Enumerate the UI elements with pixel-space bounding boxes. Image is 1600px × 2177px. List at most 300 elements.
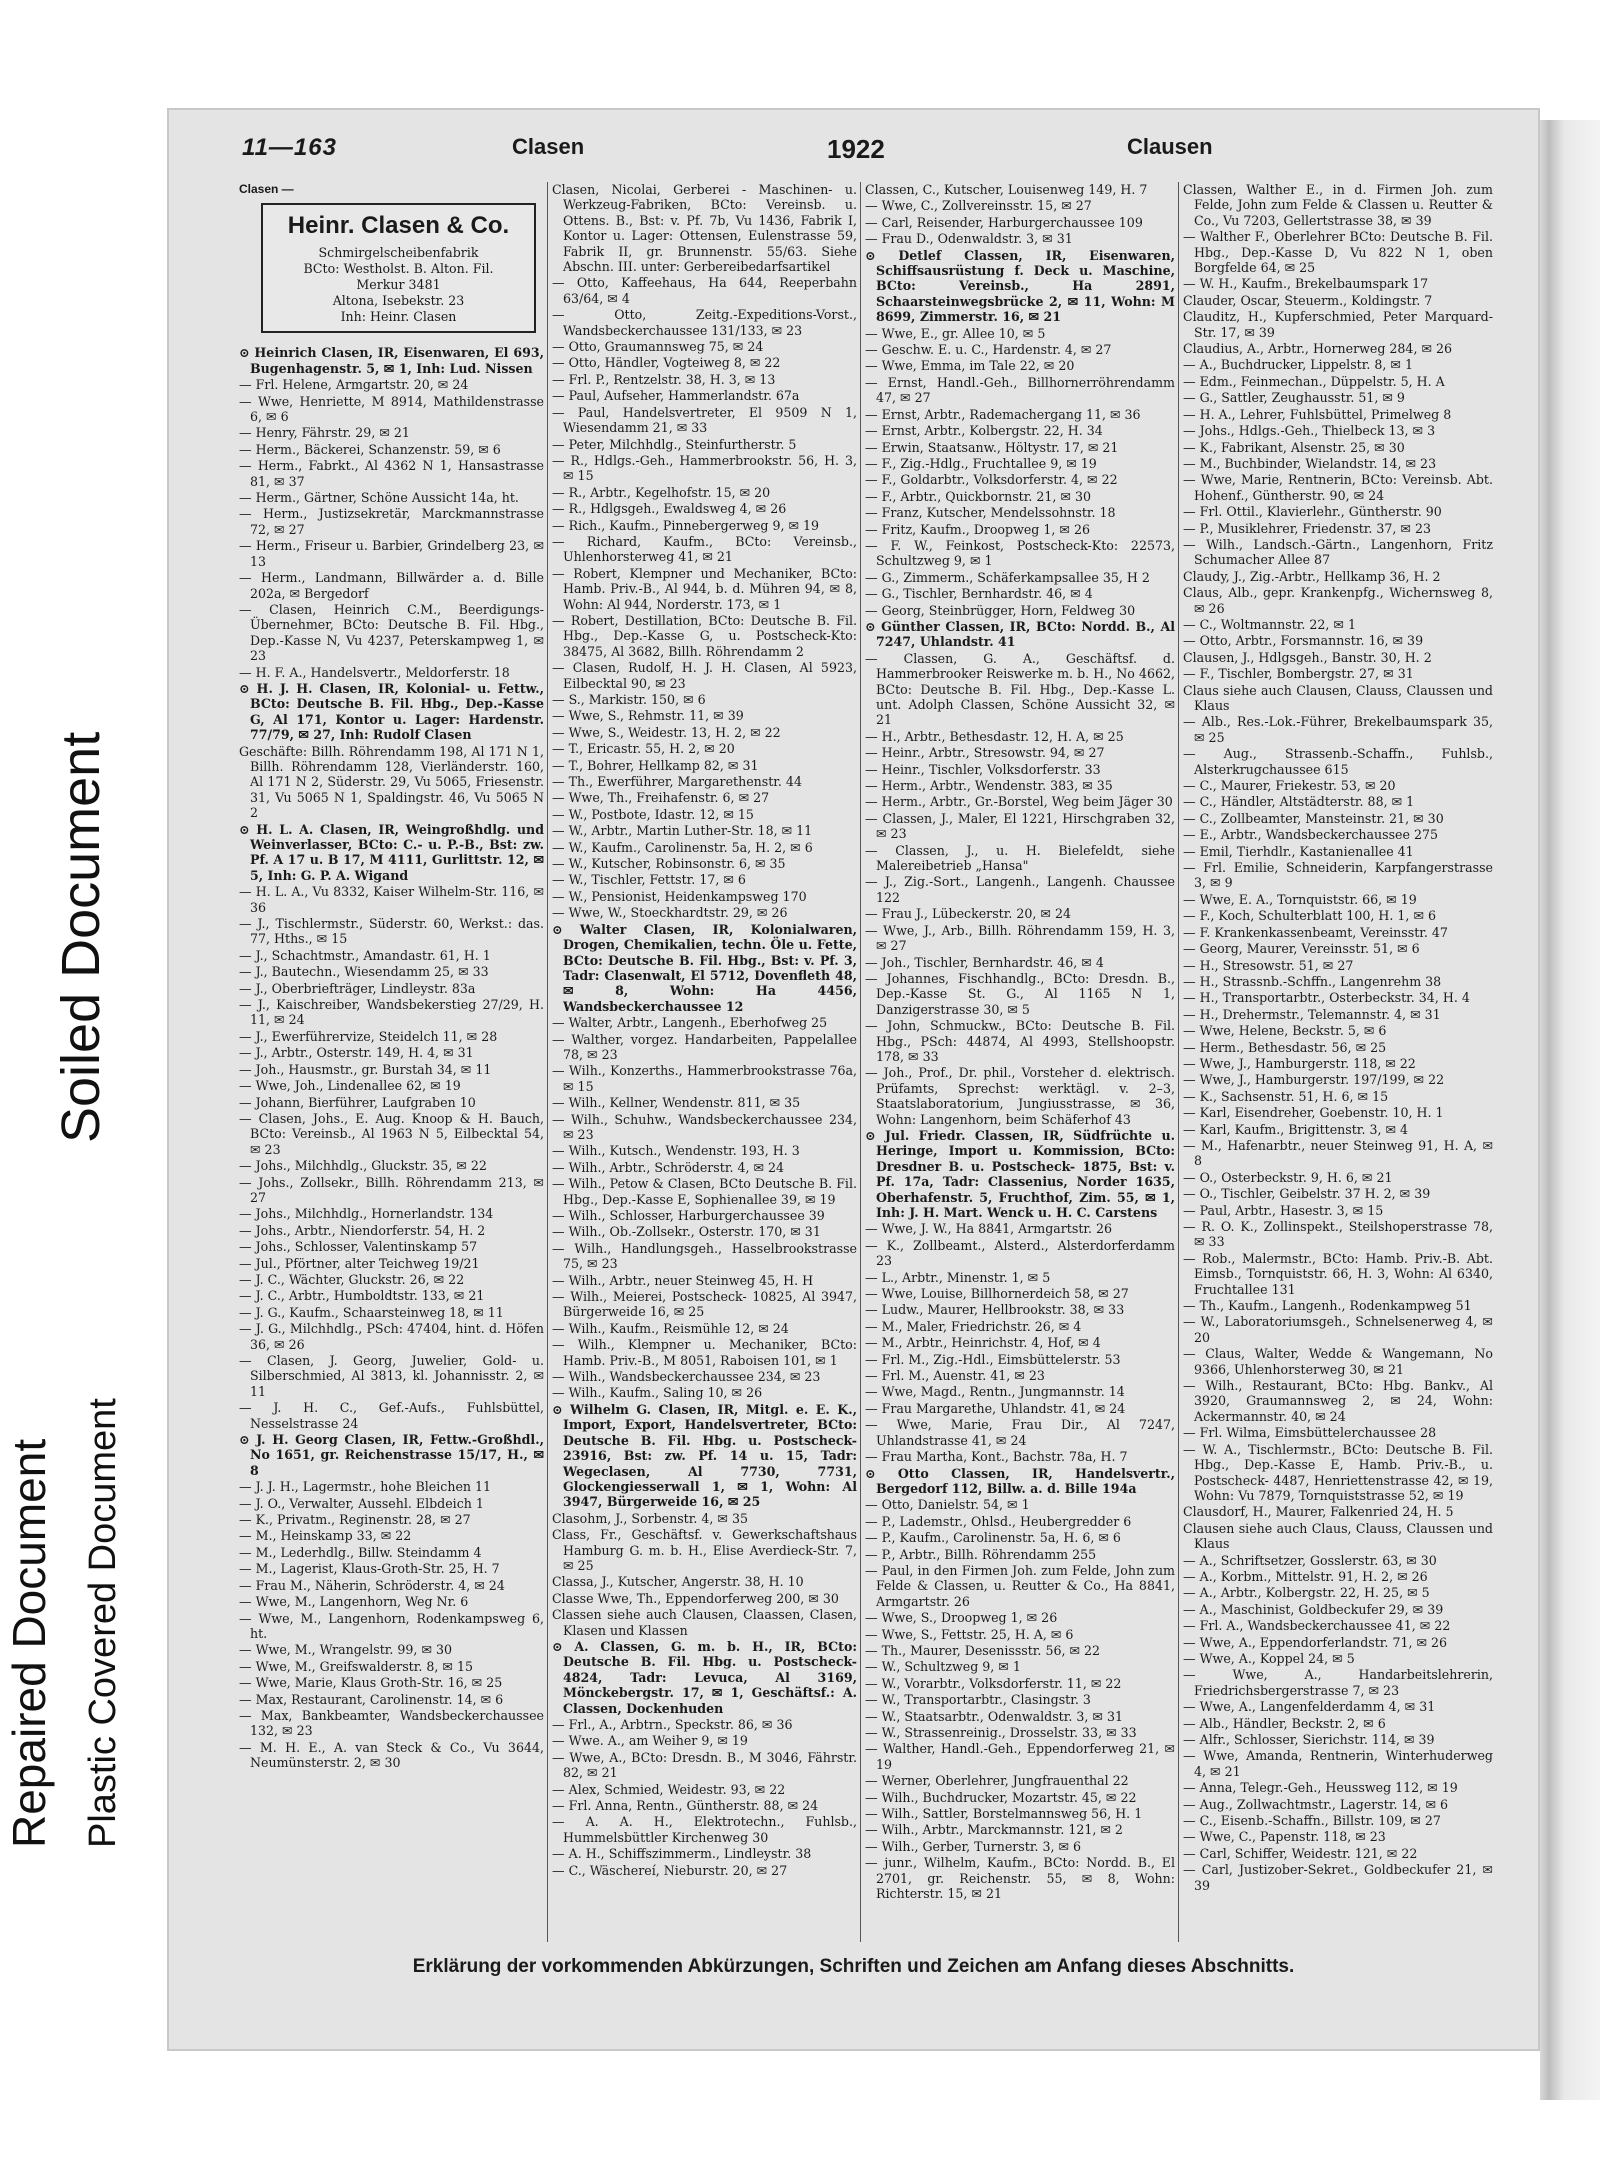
directory-entry: — Wwe, M., Langenhorn, Rodenkampsweg 6, ht. [239, 1610, 544, 1641]
directory-entry: — C., Händler, Altstädterstr. 88, ✉ 1 [1183, 794, 1415, 810]
directory-entry: — Georg, Maurer, Vereinsstr. 51, ✉ 6 [1183, 941, 1420, 957]
directory-entry: — Walther, Handl.-Geh., Eppendorferweg 21, ✉ 19 [865, 1741, 1175, 1772]
directory-entry: — W., Kutscher, Robinsonstr. 6, ✉ 35 [552, 856, 786, 872]
directory-entry: Classe Wwe, Th., Eppendorferweg 200, ✉ 30 [552, 1590, 839, 1606]
directory-entry: — Frau Margarethe, Uhlandstr. 41, ✉ 24 [865, 1400, 1126, 1416]
directory-entry: — Herm., Arbtr., Wendenstr. 383, ✉ 35 [865, 778, 1113, 794]
directory-entry: — Robert, Destillation, BCto: Deutsche B. Fil. Hbg., Dep.-Kasse G, u. Postscheck-Kto: 38475, Al 3682, Billh. Röhrendamm 2 [552, 612, 857, 659]
directory-entry: — Classen, J., u. H. Bielefeldt, siehe Malereibetrieb „Hansa" [865, 842, 1175, 874]
directory-entry: — G., Sattler, Zeughausstr. 51, ✉ 9 [1183, 390, 1405, 406]
directory-entry: — R., Arbtr., Kegelhofstr. 15, ✉ 20 [552, 484, 771, 500]
directory-entry: — A., Maschinist, Goldbeckufer 29, ✉ 39 [1183, 1601, 1444, 1617]
directory-entry: — Wilh., Buchdrucker, Mozartstr. 45, ✉ 22 [865, 1789, 1137, 1805]
directory-entry: — C., Wäschereí, Nieburstr. 20, ✉ 27 [552, 1862, 788, 1878]
directory-entry: — Heinr., Tischler, Volksdorferstr. 33 [865, 761, 1101, 777]
directory-columns [239, 182, 1529, 1942]
directory-entry: — Wwe, Marie, Frau Dir., Al 7247, Uhlandstrasse 41, ✉ 24 [865, 1417, 1175, 1448]
directory-entry: — J., Zig.-Sort., Langenh., Langenh. Chaussee 122 [865, 874, 1175, 905]
directory-entry: ⊙ Otto Classen, IR, Handelsvertr., Bergedorf 112, Billw. a. d. Bille 194a [865, 1465, 1175, 1496]
directory-entry: — junr., Wilhelm, Kaufm., BCto: Nordd. B., El 2701, gr. Reichenstr. 55, ✉ 8, Wohn: Richterstr. 15, ✉ 21 [865, 1855, 1175, 1902]
directory-entry: — Rob., Malermstr., BCto: Hamb. Priv.-B. Abt. Eimsb., Tornquiststr. 66, H. 3, Wohn: Al 6340, Fruchtallee 131 [1183, 1250, 1493, 1297]
directory-entry: — J. G., Milchhdlg., PSch: 47404, hint. d. Höfen 36, ✉ 26 [239, 1321, 544, 1352]
abbreviations-footer: Erklärung der vorkommenden Abkürzungen, Schriften und Zeichen am Anfang dieses Abschnitts. [412, 1956, 1295, 1977]
directory-entry: — J. H. C., Gef.-Aufs., Fuhlsbüttel, Nesselstrasse 24 [239, 1400, 544, 1431]
directory-entry: Clauditz, H., Kupferschmied, Peter Marquard-Str. 17, ✉ 39 [1183, 309, 1493, 340]
directory-entry: — Wilh., Kellner, Wendenstr. 811, ✉ 35 [552, 1095, 801, 1111]
directory-entry: — Frau Martha, Kont., Bachstr. 78a, H. 7 [865, 1449, 1128, 1465]
advertisement-line: Inh: Heinr. Clasen [340, 309, 457, 325]
directory-entry: — Aug., Zollwachtmstr., Lagerstr. 14, ✉ 6 [1183, 1796, 1449, 1812]
page-header [167, 134, 1540, 166]
directory-entry: — M., Hafenarbtr., neuer Steinweg 91, H. A, ✉ 8 [1183, 1137, 1493, 1169]
directory-entry: — Frau D., Odenwaldstr. 3, ✉ 31 [865, 231, 1073, 247]
column-2 [552, 182, 857, 1942]
directory-entry: — Johs., Milchhdlg., Gluckstr. 35, ✉ 22 [239, 1158, 487, 1174]
directory-entry: — Th., Ewerführer, Margarethenstr. 44 [552, 774, 802, 790]
directory-entry: — Wwe, S., Weidestr. 13, H. 2, ✉ 22 [552, 724, 781, 740]
directory-entry: — Frl. Ottil., Klavierlehr., Güntherstr. 90 [1183, 504, 1442, 520]
advertisement-title: Heinr. Clasen & Co. [287, 212, 510, 240]
directory-entry: — Wilh., Gerber, Turnerstr. 3, ✉ 6 [865, 1838, 1082, 1854]
directory-entry: — Max, Restaurant, Carolinenstr. 14, ✉ 6 [239, 1691, 504, 1707]
directory-entry: — Johs., Schlosser, Valentinskamp 57 [239, 1239, 478, 1255]
directory-entry: — C., Eisenb.-Schaffn., Billstr. 109, ✉ 27 [1183, 1813, 1441, 1829]
directory-entry: — J., Schachtmstr., Amandastr. 61, H. 1 [239, 947, 491, 963]
directory-entry: — C., Zollbeamter, Mansteinstr. 21, ✉ 30 [1183, 810, 1444, 826]
directory-entry: — H., Drehermstr., Telemannstr. 4, ✉ 31 [1183, 1006, 1441, 1022]
directory-entry: — W., Tischler, Fettstr. 17, ✉ 6 [552, 872, 746, 888]
directory-entry: Claus, Alb., gepr. Krankenpfg., Wichernsweg 8, ✉ 26 [1183, 585, 1493, 616]
directory-entry: — Wilh., Arbtr., neuer Steinweg 45, H. H [552, 1272, 814, 1288]
directory-entry: — Aug., Strassenb.-Schaffn., Fuhlsb., Alsterkrugchaussee 615 [1183, 746, 1493, 777]
column-1 [239, 182, 544, 1942]
directory-entry: — M., Lagerist, Klaus-Groth-Str. 25, H. 7 [239, 1561, 500, 1577]
directory-entry: — Otto, Arbtr., Forsmannstr. 16, ✉ 39 [1183, 633, 1424, 649]
directory-entry: — K., Privatm., Reginenstr. 28, ✉ 27 [239, 1512, 471, 1528]
directory-entry: — G., Zimmerm., Schäferkampsallee 35, H 2 [865, 569, 1150, 585]
directory-entry: — Wwe, E., gr. Allee 10, ✉ 5 [865, 325, 1046, 341]
directory-entry: — Johs., Arbtr., Niendorferstr. 54, H. 2 [239, 1222, 486, 1238]
column-divider [547, 182, 548, 1942]
directory-entry: — A., Arbtr., Kolbergstr. 22, H. 25, ✉ 5 [1183, 1585, 1430, 1601]
directory-entry: — J. C., Wächter, Gluckstr. 26, ✉ 22 [239, 1271, 465, 1287]
directory-entry: — J. O., Verwalter, Aussehl. Elbdeich 1 [239, 1495, 484, 1511]
directory-entry: — Max, Bankbeamter, Wandsbeckerchaussee 132, ✉ 23 [239, 1707, 544, 1739]
directory-entry: — Georg, Steinbrügger, Horn, Feldweg 30 [865, 602, 1136, 618]
directory-entry: — Carl, Reisender, Harburgerchaussee 109 [865, 214, 1143, 230]
directory-entry: — T., Bohrer, Hellkamp 82, ✉ 31 [552, 757, 759, 773]
directory-entry: — Wwe, Amanda, Rentnerin, Winterhuderweg 4, ✉ 21 [1183, 1748, 1493, 1779]
directory-entry: — Claus, Walter, Wedde & Wangemann, No 9366, Uhlenhorsterweg 30, ✉ 21 [1183, 1346, 1493, 1377]
directory-entry: — O., Osterbeckstr. 9, H. 6, ✉ 21 [1183, 1169, 1393, 1185]
directory-entry: — C., Maurer, Friekestr. 53, ✉ 20 [1183, 778, 1396, 794]
directory-entry: — R., Hdlgs.-Geh., Hammerbrookstr. 56, H. 3, ✉ 15 [552, 452, 857, 484]
directory-entry: — Wwe, M., Langenhorn, Weg Nr. 6 [239, 1594, 469, 1610]
directory-entry: — K., Zollbeamt., Alsterd., Alsterdorferdamm 23 [865, 1237, 1175, 1269]
directory-entry: — W., Staatsarbtr., Odenwaldstr. 3, ✉ 31 [865, 1708, 1123, 1724]
directory-entry: Clausdorf, H., Maurer, Falkenried 24, H. 5 [1183, 1504, 1454, 1520]
directory-entry: — W., Schultzweg 9, ✉ 1 [865, 1659, 1021, 1675]
directory-entry: — Paul, in den Firmen Joh. zum Felde, John zum Felde & Classen, u. Reutter & Co., Ha 8841, Armgartstr. 26 [865, 1562, 1175, 1609]
directory-entry: Clasohm, J., Sorbenstr. 4, ✉ 35 [552, 1510, 748, 1526]
directory-entry: — Peter, Milchhdlg., Steinfurtherstr. 5 [552, 436, 797, 452]
directory-entry: ⊙ J. H. Georg Clasen, IR, Fettw.-Großhdl., No 1651, gr. Reichenstrasse 15/17, H., ✉ 8 [239, 1432, 544, 1478]
directory-entry: — Ernst, Arbtr., Kolbergstr. 22, H. 34 [865, 423, 1103, 439]
directory-entry: — W., Vorarbtr., Volksdorferstr. 11, ✉ 22 [865, 1675, 1122, 1691]
directory-entry: — Fritz, Kaufm., Droopweg 1, ✉ 26 [865, 521, 1090, 537]
directory-entry: — Wilh., Wandsbeckerchaussee 234, ✉ 23 [552, 1369, 821, 1385]
directory-entry: — Th., Maurer, Desenissstr. 56, ✉ 22 [865, 1642, 1101, 1658]
directory-entry: — Wilh., Arbtr., Schröderstr. 4, ✉ 24 [552, 1159, 785, 1175]
directory-entry: — J., Oberbriefträger, Lindleystr. 83a [239, 980, 476, 996]
directory-entry: — Jul., Pförtner, alter Teichweg 19/21 [239, 1255, 480, 1271]
directory-entry: — A., Korbm., Mittelstr. 91, H. 2, ✉ 26 [1183, 1568, 1428, 1584]
directory-entry: — A., Buchdrucker, Lippelstr. 8, ✉ 1 [1183, 357, 1413, 373]
directory-entry: — Frl. Wilma, Eimsbüttelerchaussee 28 [1183, 1425, 1437, 1441]
directory-entry: — Wwe, C., Zollvereinsstr. 15, ✉ 27 [865, 198, 1092, 214]
directory-entry: — F., Koch, Schulterblatt 100, H. 1, ✉ 6 [1183, 908, 1437, 924]
directory-entry: — A. H., Schiffszimmerm., Lindleystr. 38 [552, 1846, 812, 1862]
directory-entry: — Wwe, J., Arb., Billh. Röhrendamm 159, H. 3, ✉ 27 [865, 922, 1175, 954]
directory-entry: ⊙ Jul. Friedr. Classen, IR, Südfrüchte u. Heringe, Import u. Kommission, BCto: Dresdner B. u. Postscheck- 1875, Bst: v. Pf. 17a, Tadr: Classenius, Norder 1635, Oberhafenstr. 5, Fruchthof, Zim. 55, ✉ 1, Inh: J. H. Mart. Wenck u. H. C. Carstens [865, 1127, 1175, 1220]
advertisement-line: Schmirgelscheibenfabrik [318, 245, 479, 261]
header-year: 1922 [827, 134, 885, 164]
directory-entry: — W. H., Kaufm., Brekelbaumspark 17 [1183, 276, 1429, 292]
directory-entry: — W., Kaufm., Carolinenstr. 5a, H. 2, ✉ 6 [552, 839, 813, 855]
directory-entry: — Otto, Graumannsweg 75, ✉ 24 [552, 339, 764, 355]
directory-entry: — H., Arbtr., Bethesdastr. 12, H. A, ✉ 25 [865, 728, 1124, 744]
directory-entry: — Herm., Friseur u. Barbier, Grindelberg 23, ✉ 13 [239, 538, 544, 569]
header-left-word: Clasen [512, 134, 585, 159]
directory-entry: — Wilh., Schuhw., Wandsbeckerchaussee 234, ✉ 23 [552, 1111, 857, 1142]
directory-entry: — A., Schriftsetzer, Gosslerstr. 63, ✉ 30 [1183, 1552, 1437, 1568]
directory-entry: — Wilh., Restaurant, BCto: Hbg. Bankv., Al 3920, Graumannsweg 2, ✉ 24, Wohn: Ackermannstr. 40, ✉ 24 [1183, 1378, 1493, 1424]
directory-entry: — Wwe, Marie, Rentnerin, BCto: Vereinsb. Abt. Hohenf., Güntherstr. 90, ✉ 24 [1183, 472, 1493, 503]
directory-entry: — Otto, Zeitg.-Expeditions-Vorst., Wandsbeckerchaussee 131/133, ✉ 23 [552, 307, 857, 338]
advertisement-line: Altona, Isebekstr. 23 [332, 293, 465, 309]
directory-entry: — J. G., Kaufm., Schaarsteinweg 18, ✉ 11 [239, 1304, 504, 1320]
directory-entry: — Johs., Hdlgs.-Geh., Thielbeck 13, ✉ 3 [1183, 423, 1436, 439]
column-1-heading: Clasen — [239, 182, 294, 196]
column-3 [865, 182, 1175, 1942]
directory-entry: — F., Goldarbtr., Volksdorferstr. 4, ✉ 22 [865, 472, 1118, 488]
directory-entry: Clasen, Nicolai, Gerberei - Maschinen- u. Werkzeug-Fabriken, BCto: Vereinsb. u. Ottens. B., Bst: v. Pf. 7b, Vu 1436, Fabrik I, Kontor u. Lager: Ottensen, Eulenstrasse 59, Fabrik II, gr. Brunnenstr. 55/63. Siehe Abschn. III. unter: Gerbereibedarfsartikel [552, 182, 857, 275]
directory-entry: — Geschw. E. u. C., Hardenstr. 4, ✉ 27 [865, 342, 1112, 358]
directory-entry: — Wwe, A., Handarbeitslehrerin, Friedrichsbergerstrasse 7, ✉ 23 [1183, 1667, 1493, 1698]
directory-entry: — Herm., Bethesdastr. 56, ✉ 25 [1183, 1039, 1387, 1055]
directory-entry: — J., Ewerführervize, Steidelch 11, ✉ 28 [239, 1028, 498, 1044]
directory-entry: — Joh., Tischler, Bernhardstr. 46, ✉ 4 [865, 954, 1104, 970]
directory-entry: — Rich., Kaufm., Pinnebergerweg 9, ✉ 19 [552, 517, 820, 533]
directory-entry: — F., Zig.-Hdlg., Fruchtallee 9, ✉ 19 [865, 455, 1097, 471]
directory-entry: — Frl. M., Auenstr. 41, ✉ 23 [865, 1368, 1045, 1384]
directory-entry: — S., Markistr. 150, ✉ 6 [552, 692, 706, 707]
directory-entry: ⊙ H. L. A. Clasen, IR, Weingroßhdlg. und Weinverlasser, BCto: C.- u. P.-B., Bst: zw. Pf. A 17 u. B 17, M 4111, Gurlittstr. 12, ✉ 5, Inh: G. P. A. Wigand [239, 821, 544, 883]
directory-entry: — Wwe, A., Eppendorferlandstr. 71, ✉ 26 [1183, 1634, 1448, 1650]
directory-entry: — Erwin, Staatsanw., Höltystr. 17, ✉ 21 [865, 439, 1119, 455]
directory-entry: — Herm., Arbtr., Gr.-Borstel, Weg beim Jäger 30 [865, 794, 1173, 810]
advertisement-line: BCto: Westholst. B. Alton. Fil. [303, 261, 494, 277]
directory-entry: — Ludw., Maurer, Hellbrookstr. 38, ✉ 33 [865, 1302, 1125, 1318]
directory-entry: Clausen, J., Hdlgsgeh., Banstr. 30, H. 2 [1183, 649, 1432, 665]
directory-entry: — Ernst, Arbtr., Rademachergang 11, ✉ 36 [865, 406, 1141, 422]
directory-entry: — Classen, G. A., Geschäftsf. d. Hammerbrooker Reiswerke m. b. H., No 4662, BCto: Deutsche B. Fil. Hbg., Dep.-Kasse L. unt. Adolph Classen, Schöne Aussicht 32, ✉ 21 [865, 650, 1175, 728]
advertisement-box [261, 203, 536, 333]
directory-entry: — Franz, Kutscher, Mendelssohnstr. 18 [865, 505, 1116, 521]
directory-entry: — Wwe, Th., Freihafenstr. 6, ✉ 27 [552, 790, 770, 806]
directory-entry: — H., Transportarbtr., Osterbeckstr. 34, H. 4 [1183, 990, 1470, 1006]
directory-entry: — Frl. Helene, Armgartstr. 20, ✉ 24 [239, 377, 469, 393]
directory-entry: — Ernst, Handl.-Geh., Billhornerröhrendamm 47, ✉ 27 [865, 374, 1175, 406]
directory-entry: ⊙ Heinrich Clasen, IR, Eisenwaren, El 693, Bugenhagenstr. 5, ✉ 1, Inh: Lud. Nissen [239, 345, 544, 376]
directory-entry: — P., Musiklehrer, Friedenstr. 37, ✉ 23 [1183, 520, 1432, 536]
directory-entry: — M., Heinskamp 33, ✉ 22 [239, 1528, 412, 1544]
directory-entry: — Wwe, A., BCto: Dresdn. B., M 3046, Fährstr. 82, ✉ 21 [552, 1749, 857, 1781]
directory-entry: — Otto, Kaffeehaus, Ha 644, Reeperbahn 63/64, ✉ 4 [552, 275, 857, 306]
directory-entry: — R., Hdlgsgeh., Ewaldsweg 4, ✉ 26 [552, 501, 787, 517]
directory-entry: ⊙ Detlef Classen, IR, Eisenwaren, Schiffsausrüstung f. Deck u. Maschine, BCto: Vereinsb., Ha 2891, Schaarsteinwegsbrücke 2, ✉ 11, Wohn: M 8699, Zimmerstr. 16, ✉ 21 [865, 247, 1175, 325]
directory-entry: — Henry, Fährstr. 29, ✉ 21 [239, 425, 410, 441]
directory-entry: — Clasen, Heinrich C.M., Beerdigungs-Übernehmer, BCto: Deutsche B. Fil. Hbg., Dep.-Kasse N, Vu 4237, Peterskampweg 1, ✉ 23 [239, 601, 544, 664]
directory-entry: — M., Buchbinder, Wielandstr. 14, ✉ 23 [1183, 455, 1437, 471]
directory-entry: — Th., Kaufm., Langenh., Rodenkampweg 51 [1183, 1298, 1472, 1314]
soiled-document-label: Soiled Document [51, 731, 111, 1143]
directory-entry: — J. J. H., Lagermstr., hohe Bleichen 11 [239, 1479, 492, 1495]
column-2-entries [552, 182, 857, 1878]
directory-entry: — Heinr., Arbtr., Stresowstr. 94, ✉ 27 [865, 745, 1105, 761]
directory-entry: — Otto, Händler, Vogteiweg 8, ✉ 22 [552, 355, 781, 371]
column-divider [1178, 182, 1179, 1942]
directory-entry: — Anna, Telegr.-Geh., Heussweg 112, ✉ 19 [1183, 1780, 1458, 1796]
directory-entry: ⊙ Günther Classen, IR, BCto: Nordd. B., Al 7247, Uhlandstr. 41 [865, 618, 1175, 650]
directory-entry: — Joh., Hausmstr., gr. Burstah 34, ✉ 11 [239, 1061, 492, 1077]
directory-entry: — Joh., Prof., Dr. phil., Vorsteher d. elektrisch. Prüfamts, Sprechst: werktägl. v. 2–3, Staatslaboratorium, Jungiusstrasse, ✉ 36, Wohn: Langenhorn, beim Schäferhof 43 [865, 1065, 1175, 1127]
directory-entry: Claus siehe auch Clausen, Clauss, Claussen und Klaus [1183, 682, 1493, 713]
directory-entry: — Wwe, S., Fettstr. 25, H. A, ✉ 6 [865, 1626, 1074, 1642]
directory-entry: — Wwe. A., am Weiher 9, ✉ 19 [552, 1733, 748, 1749]
directory-entry: — G., Tischler, Bernhardstr. 46, ✉ 4 [865, 586, 1093, 602]
directory-entry: — K., Fabrikant, Alsenstr. 25, ✉ 30 [1183, 439, 1405, 455]
repaired-document-label: Repaired Document [3, 1438, 55, 1848]
directory-entry: — Edm., Feinmechan., Düppelstr. 5, H. A [1183, 373, 1445, 389]
directory-entry: — W., Postbote, Idastr. 12, ✉ 15 [552, 806, 754, 822]
directory-entry: Claudy, J., Zig.-Arbtr., Hellkamp 36, H. 2 [1183, 568, 1441, 584]
directory-entry: — Frl. M., Zig.-Hdl., Eimsbüttelerstr. 53 [865, 1351, 1121, 1367]
directory-entry: — K., Sachsenstr. 51, H. 6, ✉ 15 [1183, 1088, 1389, 1104]
directory-entry: — Frl. Anna, Rentn., Güntherstr. 88, ✉ 24 [552, 1798, 819, 1814]
directory-entry: — Wwe, M., Greifswalderstr. 8, ✉ 15 [239, 1658, 473, 1674]
directory-entry: Classen siehe auch Clausen, Claassen, Clasen, Klasen und Klassen [552, 1607, 857, 1638]
directory-entry: — Wilh., Petow & Clasen, BCto Deutsche B. Fil. Hbg., Dep.-Kasse E, Sophienallee 39, ✉ 19 [552, 1176, 857, 1207]
directory-entry: — Paul, Arbtr., Hasestr. 3, ✉ 15 [1183, 1202, 1384, 1218]
header-right-word: Clausen [1127, 134, 1213, 159]
directory-entry: — F. Krankenkassenbeamt, Vereinsstr. 47 [1183, 924, 1448, 940]
directory-entry: — W., Pensionist, Heidenkampsweg 170 [552, 888, 807, 904]
directory-entry: ⊙ A. Classen, G. m. b. H., IR, BCto: Deutsche B. Fil. Hbg. u. Postscheck- 4824, Tadr: Levuca, Al 3169, Mönckebergstr. 17, ✉ 1, Geschäftsf.: A. Classen, Dockenhuden [552, 1638, 857, 1716]
directory-entry: — Alb., Händler, Beckstr. 2, ✉ 6 [1183, 1715, 1386, 1731]
directory-entry: — W., Transportarbtr., Clasingstr. 3 [865, 1692, 1091, 1708]
directory-entry: — Herm., Justizsekretär, Marckmannstrasse 72, ✉ 27 [239, 506, 544, 537]
directory-entry: — M. H. E., A. van Steck & Co., Vu 3644, Neumünsterstr. 2, ✉ 30 [239, 1739, 544, 1771]
column-4-entries [1183, 182, 1493, 1893]
directory-entry: — Herm., Landmann, Billwärder a. d. Bille 202a, ✉ Bergedorf [239, 570, 544, 601]
directory-entry: — H., Strassnb.-Schffn., Langenrehm 38 [1183, 973, 1442, 989]
column-4 [1183, 182, 1493, 1942]
plastic-covered-label: Plastic Covered Document [82, 1398, 124, 1848]
directory-entry: — Frau J., Lübeckerstr. 20, ✉ 24 [865, 906, 1071, 922]
directory-entry: — Wilh., Ob.-Zollsekr., Osterstr. 170, ✉ 31 [552, 1224, 821, 1240]
directory-entry: — Clasen, Johs., E. Aug. Knoop & H. Bauch, BCto: Vereinsb., Al 1963 N 5, Eilbecktal 54, ✉ 23 [239, 1110, 544, 1157]
directory-entry: — Frl. A., Wandsbeckerchaussee 41, ✉ 22 [1183, 1618, 1451, 1634]
directory-entry: — R. O. K., Zollinspekt., Steilshoperstrasse 78, ✉ 33 [1183, 1219, 1493, 1250]
directory-entry: — P., Lademstr., Ohlsd., Heubergredder 6 [865, 1513, 1132, 1529]
directory-entry: — Walther F., Oberlehrer BCto: Deutsche B. Fil. Hbg., Dep.-Kasse D, Vu 822 N 1, oben Borgfelde 64, ✉ 25 [1183, 229, 1493, 276]
directory-entry: Classen, Walther E., in d. Firmen Joh. zum Felde, John zum Felde & Classen u. Reutter & Co., Vu 7203, Gellertstrasse 38, ✉ 39 [1183, 182, 1493, 228]
directory-entry: — Paul, Aufseher, Hammerlandstr. 67a [552, 388, 800, 404]
directory-entry: — H. A., Lehrer, Fuhlsbüttel, Primelweg 8 [1183, 406, 1452, 422]
directory-entry: — Richard, Kaufm., BCto: Vereinsb., Uhlenhorsterweg 41, ✉ 21 [552, 533, 857, 565]
directory-entry: Clausen siehe auch Claus, Clauss, Claussen und Klaus [1183, 1520, 1493, 1552]
directory-entry: — Wilh., Schlosser, Harburgerchaussee 39 [552, 1208, 825, 1223]
directory-entry: — Walter, Arbtr., Langenh., Eberhofweg 25 [552, 1015, 828, 1031]
column-3-entries [865, 182, 1175, 1901]
directory-entry: — Otto, Danielstr. 54, ✉ 1 [865, 1497, 1030, 1513]
directory-entry: — M., Arbtr., Heinrichstr. 4, Hof, ✉ 4 [865, 1335, 1101, 1351]
directory-entry: Clauder, Oscar, Steuerm., Koldingstr. 7 [1183, 292, 1433, 308]
directory-entry: Geschäfte: Billh. Röhrendamm 198, Al 171 N 1, Billh. Röhrendamm 128, Vierländerstr. 160, Al 171 N 2, Süderstr. 29, Vu 5065, Friesenstr. 31, Vu 5065 N 1, Spaldingstr. 46, Vu 5065 N 2 [239, 743, 544, 821]
directory-entry: ⊙ H. J. H. Clasen, IR, Kolonial- u. Fettw., BCto: Deutsche B. Fil. Hbg., Dep.-Kasse G, Al 171, Kontor u. Lager: Hardenstr. 77/79, ✉ 27, Inh: Rudolf Clasen [239, 680, 544, 743]
directory-entry: — John, Schmuckw., BCto: Deutsche B. Fil. Hbg., PSch: 44874, Al 4993, Stellshoopstr. 178, ✉ 33 [865, 1018, 1175, 1064]
directory-entry: — Karl, Kaufm., Brigittenstr. 3, ✉ 4 [1183, 1121, 1409, 1137]
directory-entry: — Wwe, A., Koppel 24, ✉ 5 [1183, 1650, 1355, 1666]
directory-entry: — J., Tischlermstr., Süderstr. 60, Werkst.: das. 77, Hths., ✉ 15 [239, 916, 544, 947]
directory-entry: — Wilh., Kutsch., Wendenstr. 193, H. 3 [552, 1143, 800, 1159]
directory-entry: — Wilh., Landsch.-Gärtn., Langenhorn, Fritz Schumacher Allee 87 [1183, 536, 1493, 568]
directory-entry: — F., Tischler, Bombergstr. 27, ✉ 31 [1183, 666, 1414, 682]
directory-entry: — J., Arbtr., Osterstr. 149, H. 4, ✉ 31 [239, 1045, 474, 1061]
directory-entry: — Clasen, J. Georg, Juwelier, Gold- u. Silberschmied, Al 3813, kl. Johannisstr. 2, ✉ 11 [239, 1353, 544, 1399]
directory-entry: — C., Woltmannstr. 22, ✉ 1 [1183, 616, 1356, 632]
scanned-page [167, 108, 1540, 2051]
directory-entry: — Wwe, Helene, Beckstr. 5, ✉ 6 [1183, 1023, 1387, 1039]
directory-entry: — F., Arbtr., Quickbornstr. 21, ✉ 30 [865, 488, 1091, 504]
directory-entry: Classen, C., Kutscher, Louisenweg 149, H. 7 [865, 182, 1148, 197]
directory-entry: — Wwe, A., Langenfelderdamm 4, ✉ 31 [1183, 1699, 1436, 1715]
directory-entry: — M., Maler, Friedrichstr. 26, ✉ 4 [865, 1318, 1082, 1334]
directory-entry: — Paul, Handelsvertreter, El 9509 N 1, Wiesendamm 21, ✉ 33 [552, 404, 857, 436]
directory-entry: Classa, J., Kutscher, Angerstr. 38, H. 10 [552, 1574, 804, 1590]
directory-entry: — Alfr., Schlosser, Sierichstr. 114, ✉ 39 [1183, 1732, 1435, 1747]
directory-entry: — Wwe, Louise, Billhornerdeich 58, ✉ 27 [865, 1286, 1129, 1302]
directory-entry: — H. F. A., Handelsvertr., Meldorferstr. 18 [239, 664, 510, 680]
directory-entry: — L., Arbtr., Minenstr. 1, ✉ 5 [865, 1269, 1051, 1285]
directory-entry: — P., Kaufm., Carolinenstr. 5a, H. 6, ✉ 6 [865, 1530, 1121, 1546]
directory-entry: — O., Tischler, Geibelstr. 37 H. 2, ✉ 39 [1183, 1186, 1431, 1202]
directory-entry: — Frl. P., Rentzelstr. 38, H. 3, ✉ 13 [552, 371, 776, 387]
directory-entry: — Herm., Gärtner, Schöne Aussicht 14a, ht. [239, 490, 519, 506]
directory-entry: — A. A. H., Elektrotechn., Fuhlsb., Hummelsbüttler Kirchenweg 30 [552, 1814, 857, 1845]
directory-entry: — J. C., Arbtr., Humboldtstr. 133, ✉ 21 [239, 1288, 485, 1304]
directory-entry: — F. W., Feinkost, Postscheck-Kto: 22573, Schultzweg 9, ✉ 1 [865, 537, 1175, 569]
directory-entry: — Clasen, Rudolf, H. J. H. Clasen, Al 5923, Eilbecktal 90, ✉ 23 [552, 660, 857, 691]
directory-entry: — H. L. A., Vu 8332, Kaiser Wilhelm-Str. 116, ✉ 36 [239, 884, 544, 915]
directory-entry: — Wilh., Klempner u. Mechaniker, BCto: Hamb. Priv.-B., M 8051, Raboisen 101, ✉ 1 [552, 1337, 857, 1368]
directory-entry: — Wwe, Magd., Rentn., Jungmannstr. 14 [865, 1384, 1125, 1400]
directory-entry: — Wilh., Handlungsgeh., Hasselbrookstrasse 75, ✉ 23 [552, 1240, 857, 1272]
directory-entry: — Wwe, Marie, Klaus Groth-Str. 16, ✉ 25 [239, 1675, 503, 1691]
directory-entry: — W., Arbtr., Martin Luther-Str. 18, ✉ 11 [552, 823, 813, 839]
directory-entry: — W. A., Tischlermstr., BCto: Deutsche B. Fil. Hbg., Dep.-Kasse E, Hamb. Priv.-B., u. Postscheck- 4487, Henriettenstrasse 42, ✉ 19, Wohn: Vu 7879, Tornquiststrasse 52, ✉ 19 [1183, 1441, 1493, 1503]
directory-entry: — W., Strassenreinig., Drosselstr. 33, ✉ 33 [865, 1725, 1137, 1740]
directory-entry: — P., Arbtr., Billh. Röhrendamm 255 [865, 1546, 1097, 1562]
directory-entry: — Wilh., Arbtr., Marckmannstr. 121, ✉ 2 [865, 1822, 1123, 1838]
directory-entry: — Wwe, Emma, im Tale 22, ✉ 20 [865, 358, 1075, 374]
directory-entry: — Carl, Schiffer, Weidestr. 121, ✉ 22 [1183, 1845, 1418, 1861]
directory-entry: — Walther, vorgez. Handarbeiten, Pappelallee 78, ✉ 23 [552, 1031, 857, 1062]
directory-entry: — Wwe, Henriette, M 8914, Mathildenstrasse 6, ✉ 6 [239, 393, 544, 425]
directory-entry: — Karl, Eisendreher, Goebenstr. 10, H. 1 [1183, 1105, 1444, 1121]
column-divider [860, 182, 861, 1942]
advertisement-line: Merkur 3481 [356, 277, 441, 293]
directory-entry: — Wwe, W., Stoeckhardtstr. 29, ✉ 26 [552, 905, 788, 921]
directory-entry: — Werner, Oberlehrer, Jungfrauenthal 22 [865, 1773, 1129, 1789]
directory-entry: — Wwe, S., Rehmstr. 11, ✉ 39 [552, 708, 744, 724]
directory-entry: — Alb., Res.-Lok.-Führer, Brekelbaumspark 35, ✉ 25 [1183, 714, 1493, 745]
directory-entry: — H., Stresowstr. 51, ✉ 27 [1183, 957, 1354, 973]
directory-entry: — J., Kaischreiber, Wandsbekerstieg 27/29, H. 11, ✉ 24 [239, 997, 544, 1028]
directory-entry: — Wwe, C., Papenstr. 118, ✉ 23 [1183, 1829, 1386, 1845]
directory-entry: ⊙ Walter Clasen, IR, Kolonialwaren, Drogen, Chemikalien, techn. Öle u. Fette, BCto: Deutsche B. Fil. Hbg., Bst: v. Pf. 3, Tadr: Clasenwalt, El 5712, Dovenfleth 48, ✉ 8, Wohn: Ha 4456, Wandsbeckerchaussee 12 [552, 921, 857, 1014]
directory-entry: — Frl., A., Arbtrn., Speckstr. 86, ✉ 36 [552, 1717, 793, 1732]
directory-entry: — Wwe, J., Hamburgerstr. 118, ✉ 22 [1183, 1055, 1416, 1071]
adjacent-page-edge [1540, 120, 1600, 2100]
directory-entry: — M., Lederhdlg., Billw. Steindamm 4 [239, 1544, 482, 1560]
directory-entry: — Frl. Emilie, Schneiderin, Karpfangerstrasse 3, ✉ 9 [1183, 860, 1493, 891]
directory-entry: — Frau M., Näherin, Schröderstr. 4, ✉ 24 [239, 1577, 505, 1593]
directory-entry: — Wwe, Joh., Lindenallee 62, ✉ 19 [239, 1078, 461, 1094]
directory-entry: — T., Ericastr. 55, H. 2, ✉ 20 [552, 741, 735, 757]
directory-entry: — Emil, Tierhdlr., Kastanienallee 41 [1183, 843, 1414, 859]
directory-entry: — Herm., Bäckerei, Schanzenstr. 59, ✉ 6 [239, 441, 501, 457]
directory-entry: — Wilh., Meierei, Postscheck- 10825, Al 3947, Bürgerweide 16, ✉ 25 [552, 1289, 857, 1320]
column-1-entries [239, 345, 544, 1770]
directory-entry: — Johs., Zollsekr., Billh. Röhrendamm 213, ✉ 27 [239, 1174, 544, 1205]
directory-entry: — Johannes, Fischhandlg., BCto: Dresdn. B., Dep.-Kasse St. G., Al 1165 N 1, Danzigerstrasse 30, ✉ 5 [865, 970, 1175, 1017]
directory-entry: — J., Bautechn., Wiesendamm 25, ✉ 33 [239, 964, 489, 980]
directory-entry: — Herm., Fabrkt., Al 4362 N 1, Hansastrasse 81, ✉ 37 [239, 458, 544, 489]
directory-entry: — Wwe, J., Hamburgerstr. 197/199, ✉ 22 [1183, 1072, 1445, 1088]
directory-entry: — Alex, Schmied, Weidestr. 93, ✉ 22 [552, 1781, 786, 1797]
directory-entry: — Wilh., Kaufm., Saling 10, ✉ 26 [552, 1385, 763, 1401]
directory-entry: — Wwe, J. W., Ha 8841, Armgartstr. 26 [865, 1221, 1113, 1237]
directory-entry: — Wilh., Konzerths., Hammerbrookstrasse 76a, ✉ 15 [552, 1063, 857, 1094]
directory-entry: — Carl, Justizober-Sekret., Goldbeckufer 21, ✉ 39 [1183, 1862, 1493, 1893]
directory-entry: — Wwe, E. A., Tornquiststr. 66, ✉ 19 [1183, 891, 1417, 907]
directory-entry: — W., Laboratoriumsgeh., Schnelsenerweg 4, ✉ 20 [1183, 1314, 1493, 1345]
directory-entry: — Wwe, S., Droopweg 1, ✉ 26 [865, 1610, 1058, 1626]
directory-entry: — Wwe, M., Wrangelstr. 99, ✉ 30 [239, 1642, 453, 1658]
directory-entry: ⊙ Wilhelm G. Clasen, IR, Mitgl. e. E. K., Import, Export, Handelsvertreter, BCto: Deutsche B. Fil. Hbg. u. Postscheck- 23916, Bst: zw. Pf. 14 u. 15, Tadr: Wegeclasen, Al 7730, 7731, Glockengiesserwall 1, ✉ 1, Wohn: Al 3947, Bürgerweide 16, ✉ 25 [552, 1401, 857, 1510]
directory-entry: — E., Arbtr., Wandsbeckerchaussee 275 [1183, 827, 1439, 843]
directory-entry: — Classen, J., Maler, El 1221, Hirschgraben 32, ✉ 23 [865, 810, 1175, 842]
directory-entry: — Wilh., Sattler, Borstelmannsweg 56, H. 1 [865, 1806, 1143, 1822]
directory-entry: Class, Fr., Geschäftsf. v. Gewerkschaftshaus Hamburg G. m. b. H., Elise Averdieck-Str. 7, ✉ 25 [552, 1527, 857, 1573]
directory-entry: — Johs., Milchhdlg., Hornerlandstr. 134 [239, 1206, 494, 1222]
page-number: 11—163 [242, 134, 337, 161]
directory-entry: Claudius, A., Arbtr., Hornerweg 284, ✉ 26 [1183, 341, 1453, 357]
directory-entry: — Johann, Bierführer, Laufgraben 10 [239, 1094, 476, 1110]
directory-entry: — Wilh., Kaufm., Reismühle 12, ✉ 24 [552, 1320, 789, 1336]
